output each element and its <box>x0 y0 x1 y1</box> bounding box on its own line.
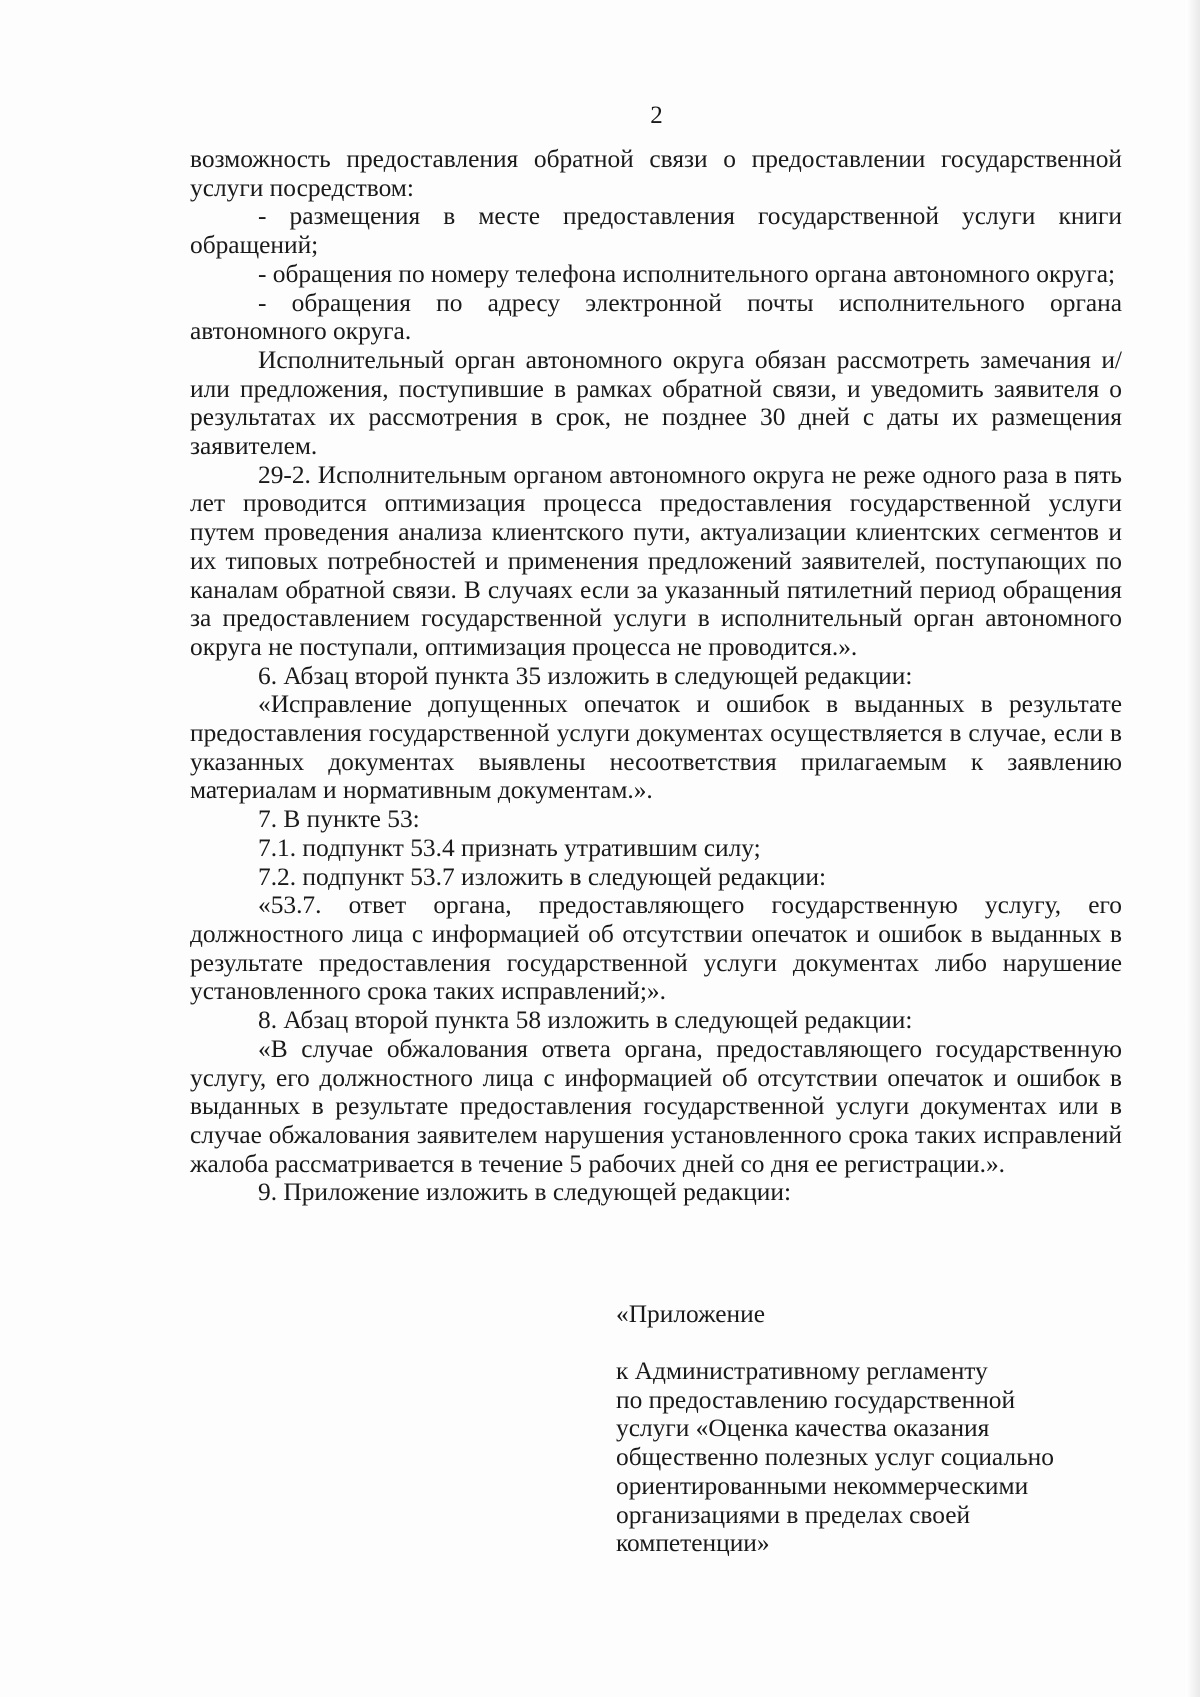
paragraph-list-item: - обращения по адресу электронной почты исполнительного органа автономного округа. <box>190 288 1122 346</box>
paragraph-29-2: 29-2. Исполнительным органом автономного округа не реже одного раза в пять лет проводится оптимизация процесса предоставления государственной услуги путем проведения анализа клиентского пути, актуализации клиентских сегментов и их типовых потребностей и применения предложений заявителей, поступающих по каналам обратной связи. В случаях если за указанный пятилетний период обращения за предоставлением государственной услуги в исполнительный орган автономного округа не поступали, оптимизация процесса не проводится.». <box>190 460 1122 661</box>
paragraph-quote-53-7: «53.7. ответ органа, предоставляющего государственную услугу, его должностного лица с информацией об отсутствии опечаток и ошибок в выданных в результате предоставления государственной услуги документах либо нарушение установленного срока таких исправлений;». <box>190 891 1122 1006</box>
appendix-line: организациями в пределах своей <box>616 1500 971 1529</box>
appendix-line: компетенции» <box>616 1529 770 1558</box>
paragraph-list-item: - размещения в месте предоставления государственной услуги книги обращений; <box>190 202 1122 260</box>
appendix-line: по предоставлению государственной <box>616 1385 1016 1414</box>
appendix-line: общественно полезных услуг социально <box>616 1443 1054 1472</box>
paragraph-obligation: Исполнительный орган автономного округа обязан рассмотреть замечания и/или предложения, поступившие в рамках обратной связи, и уведомить заявителя о результатах их рассмотрения в срок, не позднее 30 дней с даты их размещения заявителем. <box>190 345 1122 461</box>
paragraph-item-9: 9. Приложение изложить в следующей редакции: <box>258 1178 792 1207</box>
document-body <box>190 145 1122 1207</box>
appendix-line: услуги «Оценка качества оказания <box>616 1414 990 1443</box>
paragraph-feedback-intro: возможность предоставления обратной связи о предоставлении государственной услуги посредством: <box>190 145 1122 202</box>
paragraph-item-7-2: 7.2. подпункт 53.7 изложить в следующей редакции: <box>258 862 827 891</box>
appendix-title: «Приложение <box>616 1300 765 1328</box>
paragraph-item-7-1: 7.1. подпункт 53.4 признать утратившим силу; <box>258 833 761 862</box>
appendix-reference <box>616 1357 1116 1558</box>
paragraph-item-8: 8. Абзац второй пункта 58 изложить в следующей редакции: <box>258 1006 913 1035</box>
paragraph-list-item: - обращения по номеру телефона исполнительного органа автономного округа; <box>258 259 1116 288</box>
scan-edge-shadow <box>1186 0 1200 1697</box>
paragraph-item-7: 7. В пункте 53: <box>258 805 420 834</box>
paragraph-quote-appeal: «В случае обжалования ответа органа, предоставляющего государственную услугу, его должностного лица с информацией об отсутствии опечаток и ошибок в выданных в результате предоставления государственной услуги документах или в случае обжалования заявителем нарушения установленного срока таких исправлений жалоба рассматривается в течение 5 рабочих дней со дня ее регистрации.». <box>190 1034 1122 1178</box>
appendix-line: ориентированными некоммерческими <box>616 1471 1029 1500</box>
appendix-line: к Административному регламенту <box>616 1357 988 1385</box>
paragraph-item-6: 6. Абзац второй пункта 35 изложить в следующей редакции: <box>258 661 913 690</box>
page-number: 2 <box>650 102 663 129</box>
paragraph-quote-corrections: «Исправление допущенных опечаток и ошибок в выданных в результате предоставления государственной услуги документах осуществляется в случае, если в указанных документах выявлены несоответствия прилагаемым к заявлению материалам и нормативным документам.». <box>190 690 1122 805</box>
